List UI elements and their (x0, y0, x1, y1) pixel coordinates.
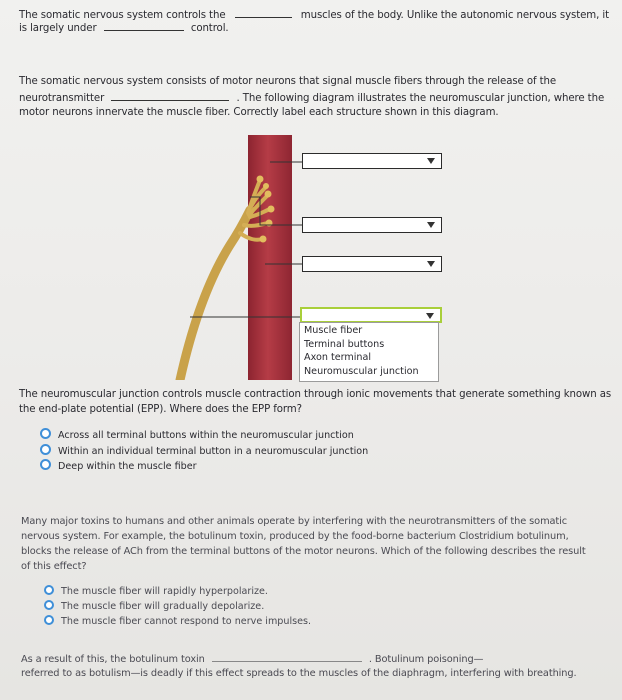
option-axon-terminal[interactable]: Axon terminal (304, 352, 372, 363)
q4-choice-1-label: The muscle fiber will rapidly hyperpolarize. (61, 586, 268, 597)
option-neuromuscular-junction[interactable]: Neuromuscular junction (304, 365, 419, 377)
q5-line1 (21, 652, 601, 666)
q1-text-a: The somatic nervous system controls the (19, 10, 226, 21)
axon (180, 210, 250, 380)
q2-line3: motor neurons innervate the muscle fiber. Correctly label each structure shown in this diagram. (19, 107, 499, 118)
q1-blank-1[interactable] (235, 8, 292, 18)
q4-choice-3[interactable] (44, 615, 311, 628)
q2-text-b: . The following diagram illustrates the neuromuscular junction, where the (236, 93, 605, 104)
q1-blank-2[interactable] (104, 21, 184, 31)
q4-line4: of this effect? (21, 561, 87, 572)
radio-button[interactable] (40, 444, 51, 455)
dropdown-options-list (299, 322, 439, 382)
q1-line2 (19, 21, 229, 35)
q3-choice-2[interactable] (40, 444, 368, 458)
q4-choice-1[interactable] (44, 585, 268, 598)
q3-choice-1-label: Across all terminal buttons within the neuromuscular junction (58, 430, 354, 441)
label-dropdown-1[interactable] (302, 153, 442, 169)
chevron-down-icon (427, 261, 435, 267)
q1-text-b: muscles of the body. Unlike the autonomic nervous system, it (300, 10, 610, 21)
radio-button[interactable] (44, 600, 54, 610)
q2-text-a: neurotransmitter (19, 93, 105, 104)
chevron-down-icon (426, 313, 434, 319)
radio-button[interactable] (40, 428, 51, 439)
q4-line2: nervous system. For example, the botulinum toxin, produced by the food-borne bacterium Clostridium botulinum, (21, 531, 569, 542)
q5-text-b: . Botulinum poisoning— (368, 654, 484, 665)
q2-line2 (19, 91, 604, 105)
q4-line1: Many major toxins to humans and other animals operate by interfering with the neurotransmitters of the somatic (21, 516, 568, 527)
radio-button[interactable] (40, 459, 51, 470)
q3-choice-3[interactable] (40, 459, 197, 473)
chevron-down-icon (427, 222, 435, 228)
option-muscle-fiber[interactable]: Muscle fiber (304, 325, 363, 336)
q4-choice-2-label: The muscle fiber will gradually depolarize. (61, 601, 265, 612)
q1-line1 (19, 8, 609, 22)
label-dropdown-2[interactable] (302, 217, 442, 233)
q2-line1: The somatic nervous system consists of motor neurons that signal muscle fibers through the release of the (19, 76, 557, 87)
label-dropdown-3[interactable] (302, 256, 442, 272)
q2-blank[interactable] (111, 91, 229, 101)
q5-line2: referred to as botulism—is deadly if this effect spreads to the muscles of the diaphragm, interfering with breathing. (21, 668, 577, 679)
q1-text-d: control. (190, 23, 229, 34)
q1-text-c: is largely under (19, 23, 97, 34)
option-terminal-buttons[interactable]: Terminal buttons (304, 338, 385, 350)
q3-choice-3-label: Deep within the muscle fiber (58, 461, 197, 472)
q3-choice-1[interactable] (40, 428, 354, 442)
q3-line1: The neuromuscular junction controls muscle contraction through ionic movements that generate something known as (19, 389, 612, 400)
q4-line3: blocks the release of ACh from the terminal buttons of the motor neurons. Which of the following describes the result (21, 546, 586, 557)
chevron-down-icon (427, 158, 435, 164)
q3-choice-2-label: Within an individual terminal button in a neuromuscular junction (58, 446, 369, 457)
q3-line2: the end-plate potential (EPP). Where does the EPP form? (19, 404, 302, 415)
q5-blank[interactable] (212, 652, 362, 662)
label-dropdown-4[interactable] (300, 307, 442, 323)
q5-text-a: As a result of this, the botulinum toxin (21, 654, 205, 665)
q4-choice-2[interactable] (44, 600, 264, 613)
radio-button[interactable] (44, 585, 54, 595)
q4-choice-3-label: The muscle fiber cannot respond to nerve impulses. (61, 616, 312, 627)
muscle-fiber (248, 135, 292, 380)
radio-button[interactable] (44, 615, 54, 625)
